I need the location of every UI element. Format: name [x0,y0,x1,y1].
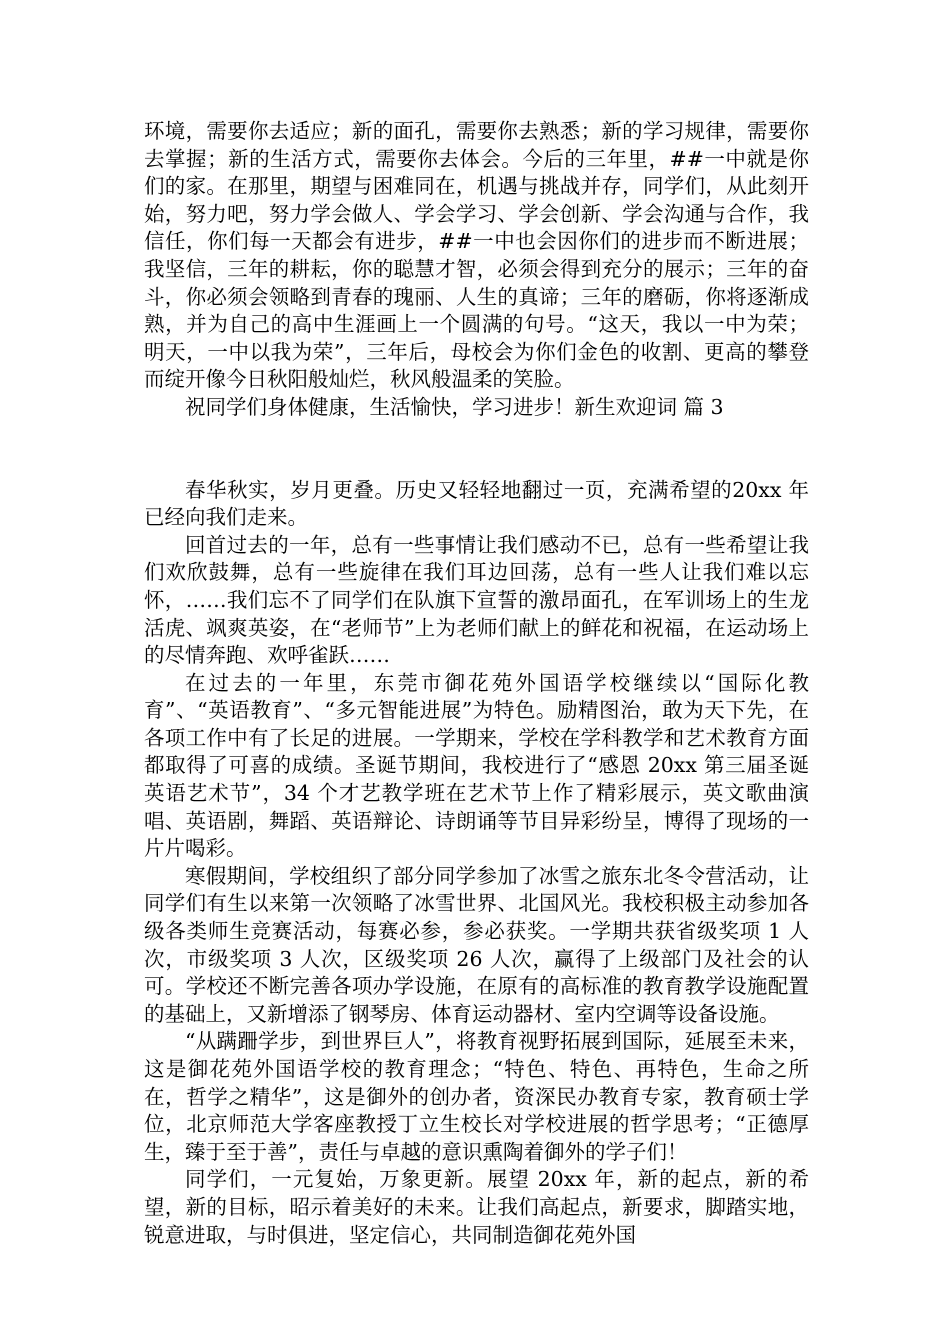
paragraph-2: 回首过去的一年，总有一些事情让我们感动不已，总有一些希望让我们欢欣鼓舞，总有一些旋律在我们耳边回荡，总有一些人让我们难以忘怀，……我们忘不了同学们在队旗下宣誓的激昂面孔，在军训场上的生龙活虎、飒爽英姿，在“老师节”上为老师们献上的鲜花和祝福，在运动场上的尽情奔跑、欢呼雀跃…… [144,532,809,668]
paragraph-5: “从蹒跚学步，到世界巨人”，将教育视野拓展到国际，延展至未来，这是御花苑外国语学校的教育理念；“特色、特色、再特色，生命之所在，哲学之精华”，这是御外的创办者，资深民办教育专家，教育硕士学位，北京师范大学客座教授丁立生校长对学校进展的哲学思考；“正德厚生，臻于至于善”，责任与卓越的意识熏陶着御外的学子们！ [144,1029,809,1164]
section-gap [144,422,809,477]
paragraph-6: 同学们，一元复始，万象更新。展望 20xx 年，新的起点，新的希望，新的目标，昭示着美好的未来。让我们高起点，新要求，脚踏实地，锐意进取，与时俱进，坚定信心，共同制造御花苑外国 [144,1167,809,1247]
paragraph-4: 寒假期间，学校组织了部分同学参加了冰雪之旅东北冬令营活动，让同学们有生以来第一次领略了冰雪世界、北国风光。我校积极主动参加各级各类师生竞赛活动，每赛必参，参必获奖。一学期共获省级奖项 1 人次，市级奖项 3 人次，区级奖项 26 人次，赢得了上级部门及社会的认可。学校还不断完善各项办学设施，在原有的高标准的教育教学设施配置的基础上，又新增添了钢琴房、体育运动器材、室内空调等设备设施。 [144,863,809,1026]
intro-paragraph: 环境，需要你去适应；新的面孔，需要你去熟悉；新的学习规律，需要你去掌握；新的生活方式，需要你去体会。今后的三年里，##一中就是你们的家。在那里，期望与困难同在，机遇与挑战并存，同学们，从此刻开始，努力吧，努力学会做人、学会学习、学会创新、学会沟通与合作，我信任，你们每一天都会有进步，##一中也会因你们的进步而不断进展；我坚信，三年的耕耘，你的聪慧才智，必须会得到充分的展示；三年的奋斗，你必须会领略到青春的瑰丽、人生的真谛；三年的磨砺，你将逐渐成熟，并为自己的高中生涯画上一个圆满的句号。“这天，我以一中为荣；明天，一中以我为荣”，三年后，母校会为你们金色的收割、更高的攀登而绽开像今日秋阳般灿烂，秋风般温柔的笑脸。 [144,119,809,392]
closing-line: 祝同学们身体健康，生活愉快，学习进步！新生欢迎词 篇 3 [185,394,724,419]
document-body [144,118,809,1249]
paragraph-3: 在过去的一年里，东莞市御花苑外国语学校继续以“国际化教育”、“英语教育”、“多元智能进展”为特色。励精图治，敢为天下先，在各项工作中有了长足的进展。一学期来，学校在学科教学和艺术教育方面都取得了可喜的成绩。圣诞节期间，我校进行了“感恩 20xx 第三届圣诞英语艺术节”，34 个才艺教学班在艺术节上作了精彩展示，英文歌曲演唱、英语剧，舞蹈、英语辩论、诗朗诵等节目异彩纷呈，博得了现场的一片片喝彩。 [144,670,809,861]
paragraph-1: 春华秋实，岁月更叠。历史又轻轻地翻过一页，充满希望的20xx 年已经向我们走来。 [144,477,809,530]
